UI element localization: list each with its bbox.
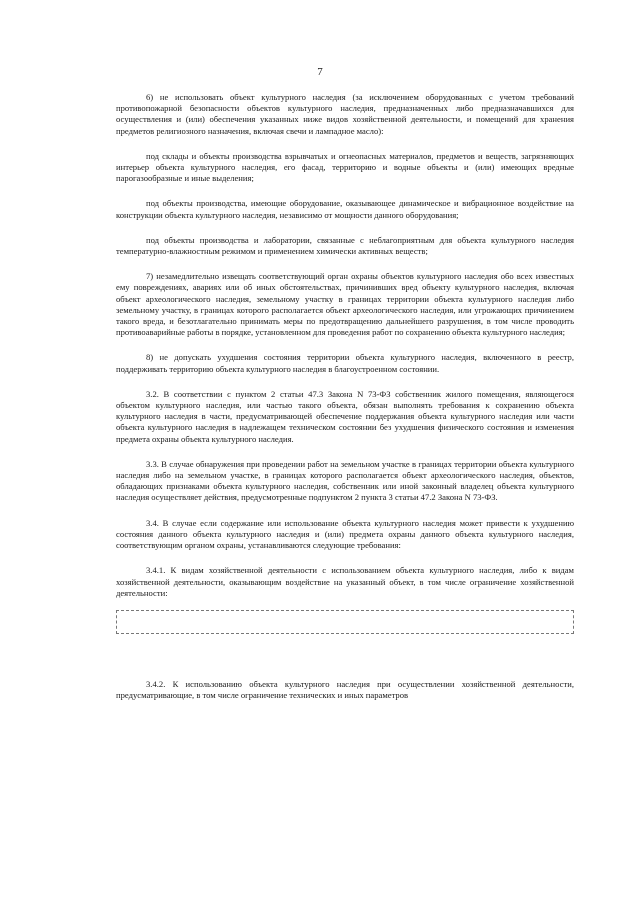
paragraph-3-4-1: 3.4.1. К видам хозяйственной деятельности с использованием объекта культурного наследия, либо к видам хозяйственной деятельности, оказывающим воздействие на указанный объект, в том числе ограничение хозяйственной деятельности:: [116, 565, 574, 598]
paragraph-3-4: 3.4. В случае если содержание или использование объекта культурного наследия может привести к ухудшению состояния данного объекта культурного наследия и (или) предмета охраны данного объекта культурного наследия, соответствующим органом охраны, устанавливаются следующие требования:: [116, 517, 574, 551]
paragraph-item-6: 6) не использовать объект культурного наследия (за исключением оборудованных с учетом требований противопожарной безопасности объектов культурного наследия, предназначенных либо предназначавшихся для осуществления и (или) обеспечения указанных ниже видов хозяйственной деятельности, и помещений для хранения предметов религиозного назначения, включая свечи и лампадное масло):: [116, 92, 574, 136]
paragraph-item-7: 7) незамедлительно извещать соответствующий орган охраны объектов культурного наследия обо всех известных ему повреждениях, авариях или об иных обстоятельствах, причинивших вред объекту культурного наследия, включая объект археологического наследия, земельному участку в границах территории объекта культурного наследия либо земельному участку, в границах которого располагается объект археологического наследия, или угрожающих причинением такого вреда, и безотлагательно принимать меры по предотвращению дальнейшего разрушения, в том числе проводить противоаварийные работы в порядке, установленном для проведения работ по сохранению объекта культурного наследия;: [116, 271, 574, 338]
paragraph-3-4-2: 3.4.2. К использованию объекта культурного наследия при осуществлении хозяйственной деятельности, предусматривающие, в том числе ограничение технических и иных параметров: [116, 678, 574, 701]
paragraph-3-3: 3.3. В случае обнаружения при проведении работ на земельном участке в границах территории объекта культурного наследия либо на земельном участке, в границах которого располагается объект археологического наследия, объектов, обладающих признаками объекта культурного наследия, собственник или иной законный владелец объекта культурного наследия осуществляет действия, предусмотренные подпунктом 2 пункта 3 статьи 47.2 Закона N 73-ФЗ.: [116, 458, 574, 503]
page-number: 7: [317, 66, 323, 78]
empty-fill-box: [116, 610, 574, 634]
paragraph-3-2: 3.2. В соответствии с пунктом 2 статьи 47.3 Закона N 73-ФЗ собственник жилого помещения, являющегося объектом культурного наследия, или частью такого объекта, обязан выполнять требования к сохранению объекта культурного наследия в части, предусматривающей обеспечение поддержания объекта культурного наследия или части объекта культурного наследия в надлежащем техническом состоянии без ухудшения физического состояния и изменения предмета охраны объекта культурного наследия.: [116, 388, 574, 444]
paragraph-production-vibration: под объекты производства, имеющие оборудование, оказывающее динамическое и вибрационное воздействие на конструкции объекта культурного наследия, независимо от мощности данного оборудования;: [116, 198, 574, 220]
paragraph-laboratories: под объекты производства и лаборатории, связанные с неблагоприятным для объекта культурного наследия температурно-влажностным режимом и применением химически активных веществ;: [116, 234, 574, 257]
paragraph-warehouses: под склады и объекты производства взрывчатых и огнеопасных материалов, предметов и веществ, загрязняющих интерьер объекта культурного наследия, его фасад, территорию и водные объекты и (или) имеющих вредные парогазообразные и иные выделения;: [116, 150, 574, 184]
paragraph-item-8: 8) не допускать ухудшения состояния территории объекта культурного наследия, включенного в реестр, поддерживать территорию объекта культурного наследия в благоустроенном состоянии.: [116, 352, 574, 374]
document-body: [116, 92, 574, 701]
